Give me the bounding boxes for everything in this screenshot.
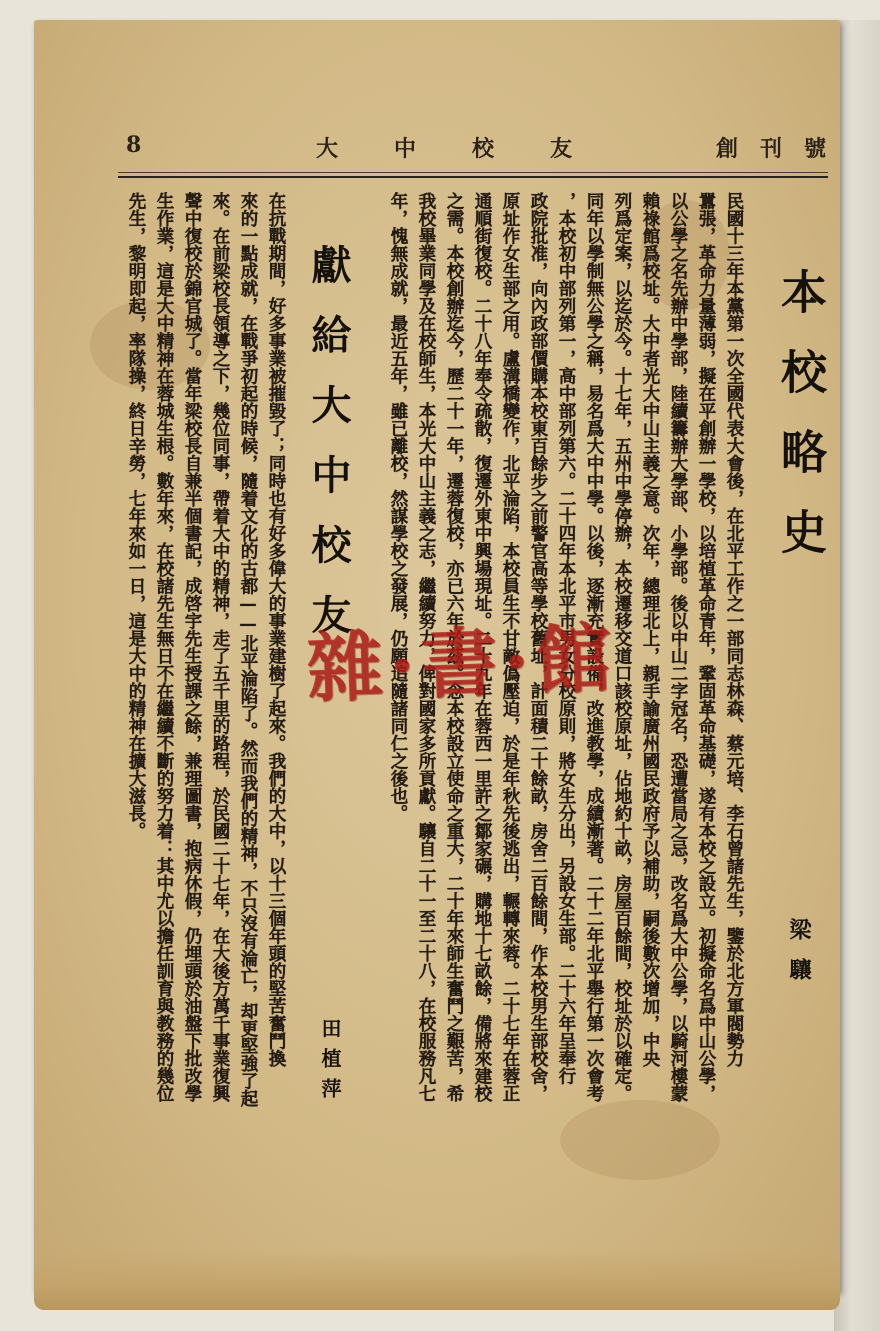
article1-column: 同年以學制無公學之稱，易名爲大中中學。以後，逐漸充實設備，改進教學，成績漸著。二十二年北平舉行第一次會考 (584, 192, 604, 1102)
article1-column: 通順街復校。二十八年奉令疏散，復遷外東中興場現址。二十九年在蓉西一里許之鄒家碾，購地十七畝餘，備將來建校 (472, 192, 492, 1102)
masthead-text: 大中校友 (316, 136, 629, 162)
article1-column: 之需。本校創辦迄今，歷二十一年，遷蓉復校，亦已六年於茲。念本校設立使命之重大，二十年來師生奮鬥之艱苦，希 (444, 192, 464, 1102)
header-rule (118, 176, 828, 178)
article2-column: 生作業，這是大中精神在蓉城生根。數年來，在校諸先生無日不在繼續不斷的努力着：其中尤以擔任訓育與教務的幾位 (154, 192, 174, 1102)
article1-column: 賴祿館爲校址。大中者光大中山主義之意。次年，總理北上，親手諭廣州國民政府予以補助，嗣後數次增加，中央 (640, 192, 660, 1067)
article1-column: 政院批准，向內政部價購本校東百餘步之前警官高等學校舊址，計面積二十餘畝，房舍二百餘間，作本校男生部校舍， (528, 192, 548, 1102)
article1-column: ，本校初中部列第一，高中部列第六。二十四年本北平市男女分校原則，將女生分出，另設女生部。二十六年呈奉行 (556, 192, 576, 1085)
header-rule-thin (118, 172, 828, 173)
article1-column: 列爲定案，以迄於今。十七年，五州中學停辦，本校遷移交道口該校原址，佔地約十畝，房屋百餘間，校址於以確定。 (612, 192, 632, 1102)
article1-column: 年，愧無成就，最近五年，雖已離校，然謀學校之發展，仍願追隨諸同仁之後也。 (388, 192, 408, 822)
article2-column: 來的一點成就，在戰爭初起的時候，隨着文化的古都——北平淪陷了。然而我們的精神，不只沒有淪亡，却更堅強了起 (238, 192, 258, 1107)
article1-column: 我校畢業同學及在校師生，本光大中山主義之志，繼續努力，俾對國家多所貢獻。驤自二十一至二十八，在校服務凡七 (416, 192, 436, 1102)
article2-author: 田植萍 (318, 1018, 342, 1108)
article2-column: 在抗戰期間，好多事業被摧毀了；同時也有好多偉大的事業建樹了起來。我們的大中，以十三個年頭的堅苦奮鬥換 (266, 192, 286, 1067)
article1-column: 囂張，革命力量薄弱，擬在平創辦一學校，以培植革命青年，鞏固革命基礎，遂有本校之設立。初擬命名爲中山公學， (696, 192, 716, 1102)
article1-column: 原址作女生部之用。盧溝橋變作，北平淪陷，本校員生不甘敵僞壓迫，於是年秋先後逃出，輾轉來蓉。二十七年在蓉正 (500, 192, 520, 1102)
article1-author: 梁驤 (786, 918, 812, 998)
article1-column: 以公學之名先辦中學部，陸續籌辦大學部、小學部。後以中山二字冠名，恐遭當局之忌，改名爲大中公學，以騎河樓蒙 (668, 192, 688, 1102)
masthead (316, 132, 696, 163)
issue-label: 創刊號 (716, 136, 849, 162)
article2-title: 獻給大中校友 (305, 244, 352, 664)
article1-column: 民國十三年本黨第一次全國代表大會後，在北平工作之一部同志林森、蔡元培、李石曾諸先生，鑒於北方軍閥勢力 (724, 192, 744, 1067)
article2-column: 先生，黎明即起，率隊操，終日辛勞，七年來如一日，這是大中的精神在擴大滋長。 (126, 192, 146, 840)
adjacent-page-edge (834, 20, 880, 1331)
page-number: 8 (126, 132, 142, 158)
article1-title: 本校略史 (774, 268, 828, 588)
article2-column: 來。在前梁校長領導之下，幾位同事，帶着大中的精神，走了五千里的路程，於民國二十七年，在大後方萬千事業復興 (210, 192, 230, 1102)
watermark-stamp: 雜·書·館 (305, 613, 620, 713)
article2-column: 聲中復校於錦官城了。當年梁校長自兼半個書記，成啓宇先生授課之餘，兼理圖書，抱病休假，仍埋頭於油盤下批改學 (182, 192, 202, 1102)
